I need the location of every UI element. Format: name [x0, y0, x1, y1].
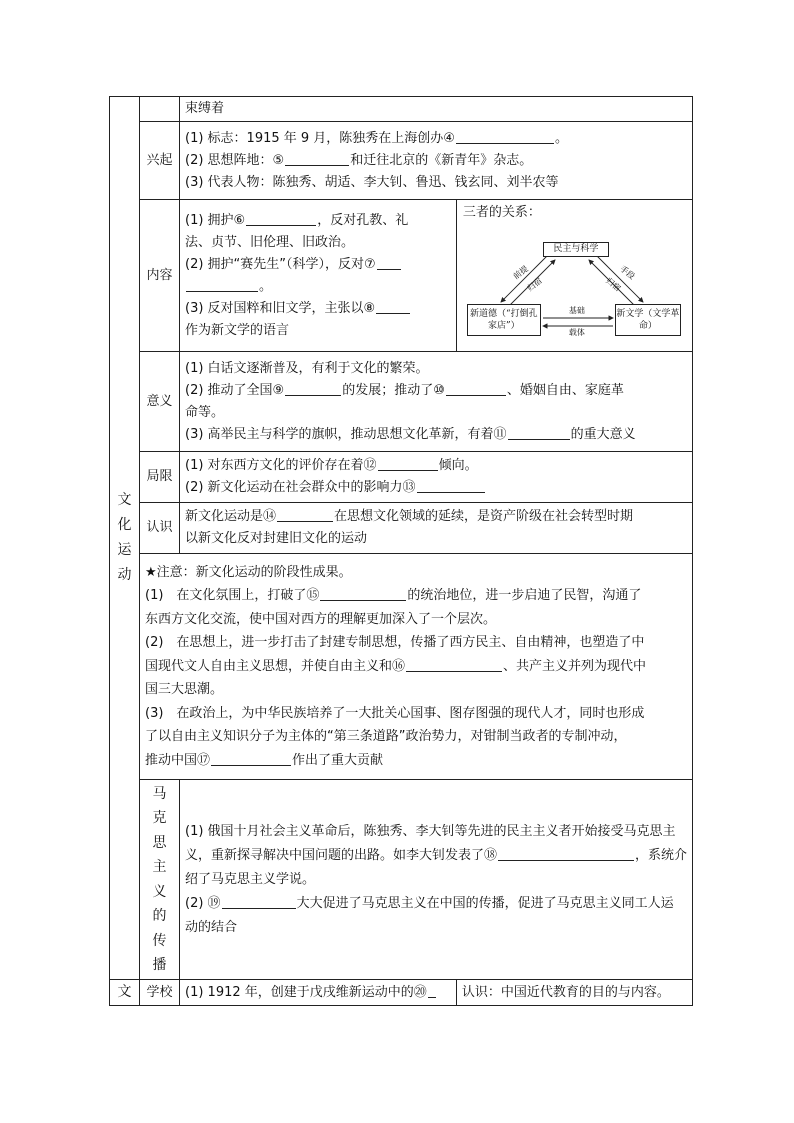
meaning-line-3: 命等。: [185, 404, 225, 420]
section-cell-education: [110, 980, 140, 1006]
notes-table: [109, 96, 693, 1006]
relation-title: 三者的关系：: [462, 205, 541, 220]
rise-cell: [180, 122, 693, 200]
relation-cell: [456, 200, 692, 352]
limit-line-2a: (2) 新文化运动在社会群众中的影响力⑬: [185, 480, 416, 495]
note-p3c: 推动中国⑰: [145, 752, 211, 768]
marx-line-3: 绍了马克思主义学说。: [185, 871, 316, 887]
note-p3d: 作出了重大贡献: [292, 752, 384, 768]
marx-line-1: (1) 俄国十月社会主义革命后，陈独秀、李大钊等先进的民主主义者开始接受马克思主: [185, 823, 676, 839]
meaning-line-2c: 、婚姻自由、家庭革: [506, 382, 624, 398]
content-line-1b: ，反对孔教、礼: [317, 212, 409, 228]
note-p1b: 的统治地位，进一步启迪了民智，沟通了: [407, 588, 642, 604]
marxism-cell: [180, 780, 693, 980]
recog-line-1b: 在思想文化领域的延续，是资产阶级在社会转型时期: [334, 509, 634, 524]
limit-cell: [180, 452, 693, 503]
row-label-recognition: 认识: [140, 503, 180, 554]
blank-5[interactable]: [285, 151, 349, 166]
blank-4[interactable]: [456, 129, 554, 144]
note-p3b: 了以自由主义知识分子为主体的“第三条道路”政治势力，对钳制当政者的专制冲动，: [145, 729, 627, 745]
blank-7a[interactable]: [377, 255, 401, 270]
school-cell: [180, 980, 457, 1006]
rise-line-1b: 。: [554, 130, 568, 146]
blank-7b[interactable]: [186, 277, 258, 292]
note-p1a: (1) 在文化氛围上，打破了⑮: [145, 588, 320, 604]
blank-11[interactable]: [508, 425, 570, 440]
box-new-morality: 新道德（“打倒孔家店”）: [467, 304, 541, 336]
limit-line-1a: (1) 对东西方文化的评价存在着⑫: [185, 458, 377, 473]
top-cell: [180, 97, 693, 122]
label-left-destination: 归宿: [525, 276, 544, 294]
empty-cell: [140, 97, 180, 122]
note-cell: [140, 554, 693, 780]
note-p2a: (2) 在思想上，进一步打击了封建专制思想，传播了西方民主、自由精神，也塑造了中: [145, 635, 645, 651]
content-line-2: 法、贞节、旧伦理、旧政治。: [185, 234, 355, 250]
label-means: 手段: [618, 264, 637, 282]
blank-10[interactable]: [446, 381, 506, 396]
content-line-5a: (3) 反对国粹和旧文学，主张以⑧: [185, 300, 376, 316]
marx-line-4a: (2) ⑲: [185, 895, 221, 911]
note-p2c: 、共产主义并列为现代中: [503, 658, 647, 674]
rise-line-1a: (1) 标志：1915 年 9 月，陈独秀在上海创办④: [185, 130, 455, 146]
row-label-limit: 局限: [140, 452, 180, 503]
section-title-culture: 文化运动: [117, 492, 132, 583]
marx-line-2a: 义，重新探寻解决中国问题的出路。如李大钊发表了⑱: [185, 847, 498, 863]
row-label-school: 学校: [140, 980, 180, 1006]
content-line-3a: (2) 拥护“赛先生”（科学），反对⑦: [185, 256, 376, 272]
relation-diagram: [463, 200, 681, 340]
note-p1c: 东西方文化交流，使中国对西方的理解更加深入了一个层次。: [145, 611, 497, 627]
marx-line-5: 动的结合: [185, 919, 238, 935]
blank-15[interactable]: [320, 586, 406, 601]
blank-20[interactable]: [428, 983, 436, 998]
note-p2d: 国三大思潮。: [145, 682, 224, 698]
label-right-destination: 归宿: [604, 276, 623, 294]
row-label-meaning: 意义: [140, 352, 180, 452]
label-premise: 前提: [511, 264, 530, 282]
blank-8[interactable]: [376, 299, 410, 314]
recog-line-1a: 新文化运动是⑭: [185, 509, 277, 524]
section-cell-culture: [110, 97, 140, 980]
arrow-right-down: [597, 256, 643, 302]
rise-line-2b: 和迁往北京的《新青年》杂志。: [350, 152, 533, 168]
blank-19[interactable]: [222, 894, 296, 909]
blank-18[interactable]: [498, 846, 634, 861]
school-text: (1) 1912 年，创建于戊戌维新运动中的⑳: [185, 984, 427, 1000]
content-line-1a: (1) 拥护⑥: [185, 212, 246, 228]
box-democracy-science: 民主与科学: [543, 242, 609, 257]
limit-line-1b: 倾向。: [438, 458, 478, 473]
note-p2b: 国现代文人自由主义思想，并使自由主义和⑯: [145, 658, 406, 674]
school-recognition: 认识：中国近代教育的目的与内容。: [461, 984, 670, 1000]
rise-line-3: (3) 代表人物：陈独秀、胡适、李大钊、鲁迅、钱玄同、刘半农等: [185, 174, 559, 190]
meaning-line-4b: 的重大意义: [570, 426, 636, 442]
top-text: 束缚着: [185, 101, 225, 116]
blank-9[interactable]: [285, 381, 341, 396]
blank-6[interactable]: [246, 211, 316, 226]
meaning-cell: [180, 352, 693, 452]
meaning-line-2a: (2) 推动了全国⑨: [185, 382, 285, 398]
label-foundation: 基础: [568, 306, 585, 315]
blank-17[interactable]: [211, 751, 291, 766]
school-recognition-cell: [456, 980, 692, 1006]
marx-line-4b: 大大促进了马克思主义在中国的传播，促进了马克思主义同工人运: [296, 895, 674, 911]
blank-12[interactable]: [378, 456, 438, 471]
recognition-cell: [180, 503, 693, 554]
note-title: ★注意：新文化运动的阶段性成果。: [145, 564, 352, 580]
note-p3a: (3) 在政治上，为中华民族培养了一大批关心国事、图存图强的现代人才，同时也形成: [145, 705, 645, 721]
row-label-content: 内容: [140, 200, 180, 352]
blank-16[interactable]: [406, 657, 502, 672]
blank-14[interactable]: [277, 507, 333, 522]
section-title-education: 文: [117, 984, 132, 1000]
label-carrier: 载体: [568, 328, 585, 337]
meaning-line-1: (1) 白话文逐渐普及，有利于文化的繁荣。: [185, 360, 429, 376]
meaning-line-2b: 的发展；推动了⑩: [342, 382, 445, 398]
section-cell-marxism: [140, 780, 180, 980]
content-cell: [180, 200, 457, 352]
meaning-line-4a: (3) 高举民主与科学的旗帜，推动思想文化革新，有着⑪: [185, 426, 507, 442]
marx-line-2b: ，系统介: [635, 847, 688, 863]
section-title-marxism: 马克思主义的传播: [152, 785, 167, 973]
box-new-literature: 新文学（文学革命）: [615, 304, 681, 336]
content-line-4b: 。: [259, 278, 273, 294]
row-label-rise: 兴起: [140, 122, 180, 200]
blank-13[interactable]: [417, 478, 485, 493]
rise-line-2a: (2) 思想阵地：⑤: [185, 152, 285, 168]
recog-line-2: 以新文化反对封建旧文化的运动: [185, 531, 368, 546]
content-line-6: 作为新文学的语言: [185, 322, 290, 338]
